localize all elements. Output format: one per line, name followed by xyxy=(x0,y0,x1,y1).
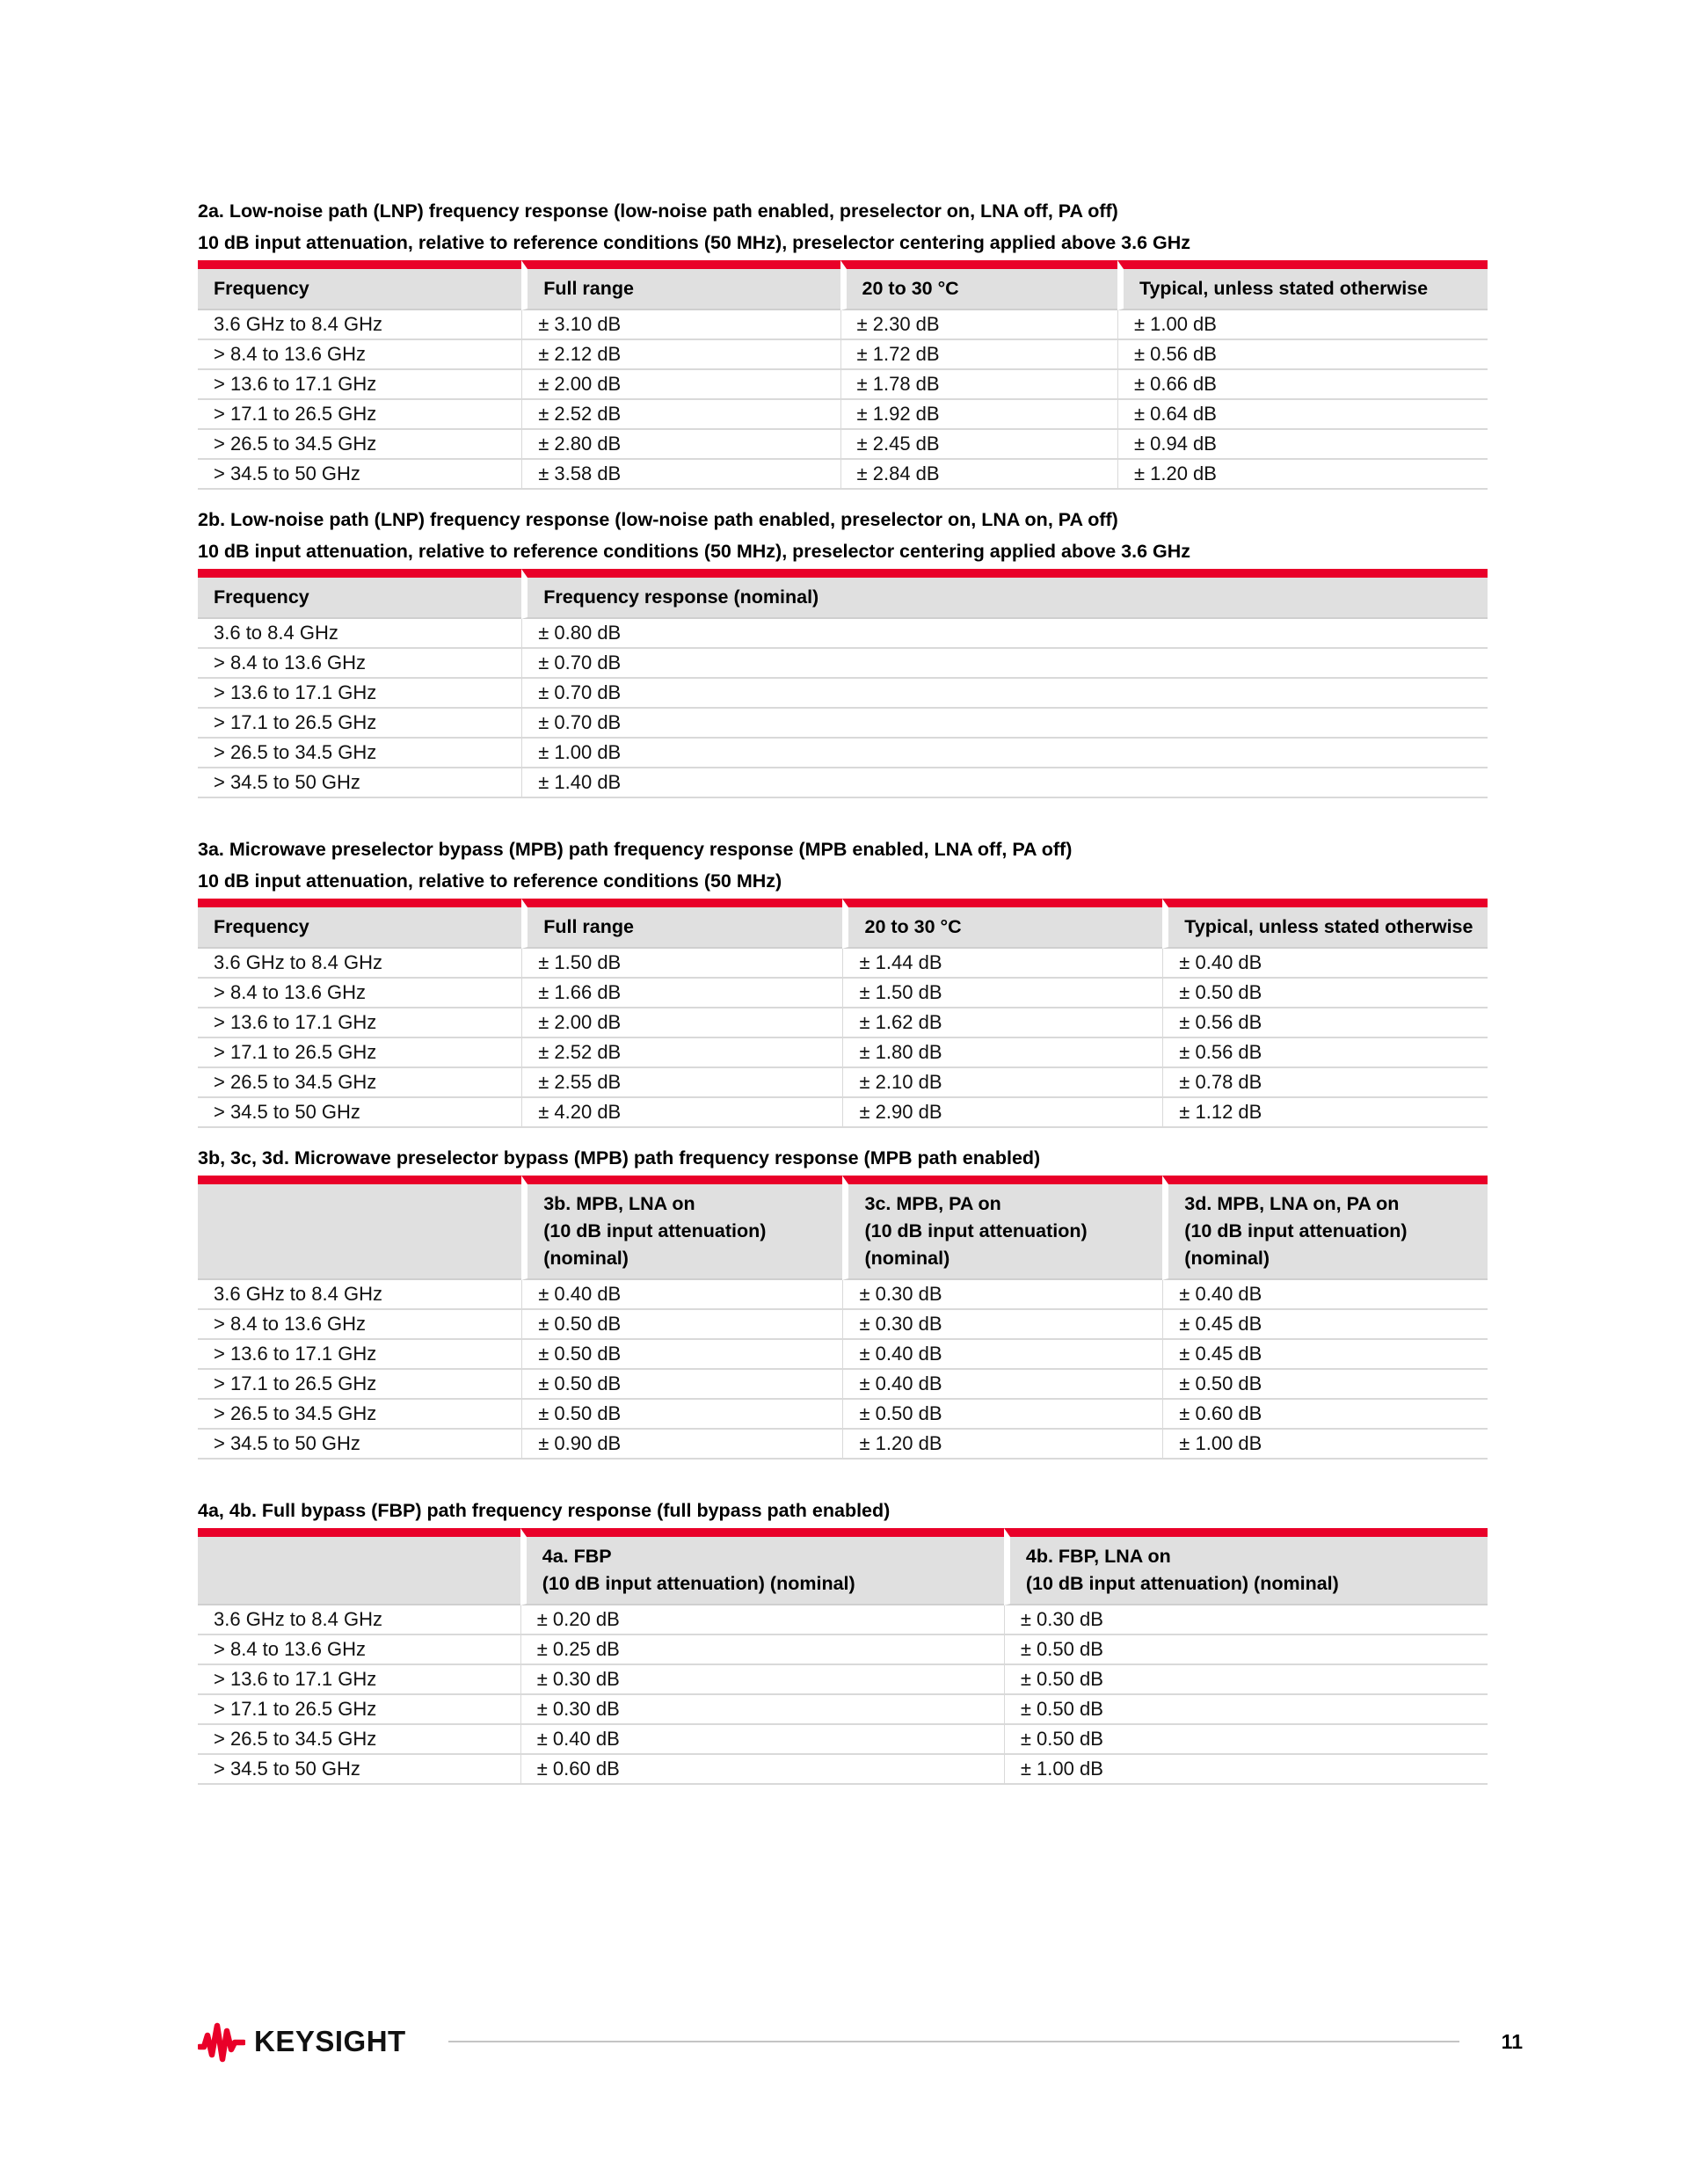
frequency-cell: > 34.5 to 50 GHz xyxy=(198,1098,521,1128)
section-2a xyxy=(198,195,1488,490)
value-cell: ± 1.72 dB xyxy=(840,340,1117,370)
frequency-cell: > 8.4 to 13.6 GHz xyxy=(198,649,521,679)
table-row xyxy=(198,739,1488,768)
table-row xyxy=(198,1755,1488,1785)
value-cell: ± 0.70 dB xyxy=(521,649,1488,679)
table-row xyxy=(198,768,1488,798)
table-row xyxy=(198,460,1488,490)
value-cell: ± 1.50 dB xyxy=(842,979,1162,1008)
column-header: Frequency response (nominal) xyxy=(521,569,1488,619)
value-cell: ± 2.30 dB xyxy=(840,310,1117,340)
table-row xyxy=(198,370,1488,400)
value-cell: ± 0.30 dB xyxy=(1004,1605,1488,1635)
value-cell: ± 0.94 dB xyxy=(1117,430,1488,460)
value-cell: ± 0.50 dB xyxy=(1004,1695,1488,1725)
frequency-cell: > 8.4 to 13.6 GHz xyxy=(198,340,521,370)
value-cell: ± 0.50 dB xyxy=(521,1370,842,1400)
value-cell: ± 0.50 dB xyxy=(521,1400,842,1430)
header-row xyxy=(198,899,1488,949)
value-cell: ± 0.78 dB xyxy=(1162,1068,1488,1098)
value-cell: ± 2.55 dB xyxy=(521,1068,842,1098)
spec-table xyxy=(198,260,1488,490)
page-footer xyxy=(198,2017,1523,2066)
column-header: 3c. MPB, PA on (10 dB input attenuation) (nominal) xyxy=(842,1176,1162,1280)
frequency-cell: > 34.5 to 50 GHz xyxy=(198,1430,521,1460)
section-subtitle: 10 dB input attenuation, relative to reference conditions (50 MHz) xyxy=(198,870,782,892)
frequency-cell: > 13.6 to 17.1 GHz xyxy=(198,1340,521,1370)
value-cell: ± 1.20 dB xyxy=(1117,460,1488,490)
section-3a xyxy=(198,834,1488,1128)
frequency-cell: > 34.5 to 50 GHz xyxy=(198,768,521,798)
value-cell: ± 0.45 dB xyxy=(1162,1340,1488,1370)
value-cell: ± 1.44 dB xyxy=(842,949,1162,979)
table-row xyxy=(198,1430,1488,1460)
value-cell: ± 3.58 dB xyxy=(521,460,840,490)
header-row xyxy=(198,569,1488,619)
table-row xyxy=(198,1098,1488,1128)
value-cell: ± 2.45 dB xyxy=(840,430,1117,460)
section-subtitle: 10 dB input attenuation, relative to reference conditions (50 MHz), preselector centering applied above 3.6 GHz xyxy=(198,232,1191,253)
value-cell: ± 0.40 dB xyxy=(842,1340,1162,1370)
keysight-logo-text: KEYSIGHT xyxy=(254,2025,406,2057)
frequency-cell: > 13.6 to 17.1 GHz xyxy=(198,679,521,709)
table-row xyxy=(198,310,1488,340)
value-cell: ± 2.52 dB xyxy=(521,400,840,430)
table-row xyxy=(198,619,1488,649)
column-header: 20 to 30 °C xyxy=(840,260,1117,310)
column-header: Typical, unless stated otherwise xyxy=(1117,260,1488,310)
value-cell: ± 0.70 dB xyxy=(521,709,1488,739)
column-header: Frequency xyxy=(198,899,521,949)
table-row xyxy=(198,1725,1488,1755)
column-header: Full range xyxy=(521,260,840,310)
value-cell: ± 0.50 dB xyxy=(521,1310,842,1340)
value-cell: ± 0.56 dB xyxy=(1162,1008,1488,1038)
frequency-cell: > 17.1 to 26.5 GHz xyxy=(198,400,521,430)
frequency-cell: > 8.4 to 13.6 GHz xyxy=(198,979,521,1008)
column-header: 20 to 30 °C xyxy=(842,899,1162,949)
section-title: 3a. Microwave preselector bypass (MPB) path frequency response (MPB enabled, LNA off, PA off) xyxy=(198,839,1073,860)
column-header: Typical, unless stated otherwise xyxy=(1162,899,1488,949)
value-cell: ± 1.50 dB xyxy=(521,949,842,979)
table-row xyxy=(198,1370,1488,1400)
value-cell: ± 0.40 dB xyxy=(842,1370,1162,1400)
frequency-cell: > 17.1 to 26.5 GHz xyxy=(198,1370,521,1400)
table-row xyxy=(198,949,1488,979)
frequency-cell: 3.6 to 8.4 GHz xyxy=(198,619,521,649)
value-cell: ± 0.50 dB xyxy=(521,1340,842,1370)
frequency-cell: > 17.1 to 26.5 GHz xyxy=(198,1038,521,1068)
value-cell: ± 1.66 dB xyxy=(521,979,842,1008)
frequency-cell: > 13.6 to 17.1 GHz xyxy=(198,1008,521,1038)
keysight-spark-icon xyxy=(198,2020,245,2064)
header-row xyxy=(198,1176,1488,1280)
section-title: 4a, 4b. Full bypass (FBP) path frequency response (full bypass path enabled) xyxy=(198,1500,891,1521)
table-row xyxy=(198,1635,1488,1665)
value-cell: ± 0.60 dB xyxy=(520,1755,1004,1785)
frequency-cell: > 8.4 to 13.6 GHz xyxy=(198,1635,520,1665)
column-header: Frequency xyxy=(198,260,521,310)
frequency-cell: > 17.1 to 26.5 GHz xyxy=(198,1695,520,1725)
table-row xyxy=(198,709,1488,739)
value-cell: ± 0.80 dB xyxy=(521,619,1488,649)
value-cell: ± 0.40 dB xyxy=(520,1725,1004,1755)
column-header: Frequency xyxy=(198,569,521,619)
frequency-cell: 3.6 GHz to 8.4 GHz xyxy=(198,1280,521,1310)
value-cell: ± 0.90 dB xyxy=(521,1430,842,1460)
value-cell: ± 2.00 dB xyxy=(521,370,840,400)
value-cell: ± 0.45 dB xyxy=(1162,1310,1488,1340)
value-cell: ± 0.40 dB xyxy=(1162,1280,1488,1310)
frequency-cell: > 8.4 to 13.6 GHz xyxy=(198,1310,521,1340)
value-cell: ± 0.66 dB xyxy=(1117,370,1488,400)
value-cell: ± 1.62 dB xyxy=(842,1008,1162,1038)
value-cell: ± 2.00 dB xyxy=(521,1008,842,1038)
value-cell: ± 1.00 dB xyxy=(521,739,1488,768)
table-row xyxy=(198,1695,1488,1725)
value-cell: ± 0.30 dB xyxy=(842,1280,1162,1310)
table-row xyxy=(198,1310,1488,1340)
value-cell: ± 1.00 dB xyxy=(1162,1430,1488,1460)
value-cell: ± 1.00 dB xyxy=(1117,310,1488,340)
table-row xyxy=(198,400,1488,430)
page-number: 11 xyxy=(1501,2029,1523,2053)
footer-divider xyxy=(448,2041,1459,2042)
value-cell: ± 0.30 dB xyxy=(520,1665,1004,1695)
column-header: 3b. MPB, LNA on (10 dB input attenuation) (nominal) xyxy=(521,1176,842,1280)
table-row xyxy=(198,979,1488,1008)
value-cell: ± 0.64 dB xyxy=(1117,400,1488,430)
value-cell: ± 0.50 dB xyxy=(842,1400,1162,1430)
section-title: 2b. Low-noise path (LNP) frequency response (low-noise path enabled, preselector on, LNA on, PA off) xyxy=(198,509,1118,530)
header-row xyxy=(198,260,1488,310)
table-row xyxy=(198,1605,1488,1635)
frequency-cell: > 13.6 to 17.1 GHz xyxy=(198,370,521,400)
value-cell: ± 0.56 dB xyxy=(1162,1038,1488,1068)
value-cell: ± 2.52 dB xyxy=(521,1038,842,1068)
table-row xyxy=(198,679,1488,709)
frequency-cell: > 34.5 to 50 GHz xyxy=(198,1755,520,1785)
frequency-cell: > 17.1 to 26.5 GHz xyxy=(198,709,521,739)
table-row xyxy=(198,1400,1488,1430)
value-cell: ± 4.20 dB xyxy=(521,1098,842,1128)
value-cell: ± 2.80 dB xyxy=(521,430,840,460)
frequency-cell: > 26.5 to 34.5 GHz xyxy=(198,1068,521,1098)
value-cell: ± 1.80 dB xyxy=(842,1038,1162,1068)
table-row xyxy=(198,1008,1488,1038)
table-row xyxy=(198,340,1488,370)
value-cell: ± 0.20 dB xyxy=(520,1605,1004,1635)
value-cell: ± 0.25 dB xyxy=(520,1635,1004,1665)
sections xyxy=(198,195,1488,1785)
table-row xyxy=(198,1038,1488,1068)
frequency-cell: 3.6 GHz to 8.4 GHz xyxy=(198,310,521,340)
column-header: 3d. MPB, LNA on, PA on (10 dB input attenuation) (nominal) xyxy=(1162,1176,1488,1280)
value-cell: ± 2.84 dB xyxy=(840,460,1117,490)
frequency-cell: 3.6 GHz to 8.4 GHz xyxy=(198,949,521,979)
section-3bcd xyxy=(198,1142,1488,1460)
section-title: 3b, 3c, 3d. Microwave preselector bypass (MPB) path frequency response (MPB path enabled) xyxy=(198,1147,1041,1168)
frequency-cell: > 26.5 to 34.5 GHz xyxy=(198,430,521,460)
value-cell: ± 3.10 dB xyxy=(521,310,840,340)
column-header xyxy=(198,1528,520,1605)
spec-table xyxy=(198,1528,1488,1785)
value-cell: ± 0.70 dB xyxy=(521,679,1488,709)
value-cell: ± 1.40 dB xyxy=(521,768,1488,798)
value-cell: ± 1.92 dB xyxy=(840,400,1117,430)
frequency-cell: > 34.5 to 50 GHz xyxy=(198,460,521,490)
column-header: 4b. FBP, LNA on (10 dB input attenuation) (nominal) xyxy=(1004,1528,1488,1605)
keysight-logo xyxy=(198,2020,406,2064)
frequency-cell: > 13.6 to 17.1 GHz xyxy=(198,1665,520,1695)
column-header xyxy=(198,1176,521,1280)
value-cell: ± 2.10 dB xyxy=(842,1068,1162,1098)
value-cell: ± 0.40 dB xyxy=(521,1280,842,1310)
frequency-cell: > 26.5 to 34.5 GHz xyxy=(198,739,521,768)
value-cell: ± 0.30 dB xyxy=(842,1310,1162,1340)
value-cell: ± 0.40 dB xyxy=(1162,949,1488,979)
column-header: Full range xyxy=(521,899,842,949)
value-cell: ± 0.50 dB xyxy=(1004,1725,1488,1755)
spec-table xyxy=(198,569,1488,798)
table-row xyxy=(198,430,1488,460)
frequency-cell: 3.6 GHz to 8.4 GHz xyxy=(198,1605,520,1635)
table-row xyxy=(198,1340,1488,1370)
spec-table xyxy=(198,1176,1488,1460)
value-cell: ± 0.50 dB xyxy=(1162,979,1488,1008)
header-row xyxy=(198,1528,1488,1605)
table-row xyxy=(198,1068,1488,1098)
table-row xyxy=(198,1665,1488,1695)
value-cell: ± 0.60 dB xyxy=(1162,1400,1488,1430)
value-cell: ± 0.50 dB xyxy=(1004,1635,1488,1665)
value-cell: ± 2.90 dB xyxy=(842,1098,1162,1128)
value-cell: ± 1.78 dB xyxy=(840,370,1117,400)
value-cell: ± 0.50 dB xyxy=(1004,1665,1488,1695)
value-cell: ± 0.56 dB xyxy=(1117,340,1488,370)
section-title: 2a. Low-noise path (LNP) frequency response (low-noise path enabled, preselector on, LNA off, PA off) xyxy=(198,200,1118,222)
table-row xyxy=(198,649,1488,679)
table-row xyxy=(198,1280,1488,1310)
column-header: 4a. FBP (10 dB input attenuation) (nominal) xyxy=(520,1528,1004,1605)
value-cell: ± 1.00 dB xyxy=(1004,1755,1488,1785)
value-cell: ± 0.50 dB xyxy=(1162,1370,1488,1400)
frequency-cell: > 26.5 to 34.5 GHz xyxy=(198,1400,521,1430)
section-subtitle: 10 dB input attenuation, relative to reference conditions (50 MHz), preselector centering applied above 3.6 GHz xyxy=(198,541,1191,562)
value-cell: ± 1.20 dB xyxy=(842,1430,1162,1460)
spec-table xyxy=(198,899,1488,1128)
value-cell: ± 2.12 dB xyxy=(521,340,840,370)
value-cell: ± 0.30 dB xyxy=(520,1695,1004,1725)
section-4ab xyxy=(198,1495,1488,1785)
section-2b xyxy=(198,504,1488,798)
frequency-cell: > 26.5 to 34.5 GHz xyxy=(198,1725,520,1755)
value-cell: ± 1.12 dB xyxy=(1162,1098,1488,1128)
